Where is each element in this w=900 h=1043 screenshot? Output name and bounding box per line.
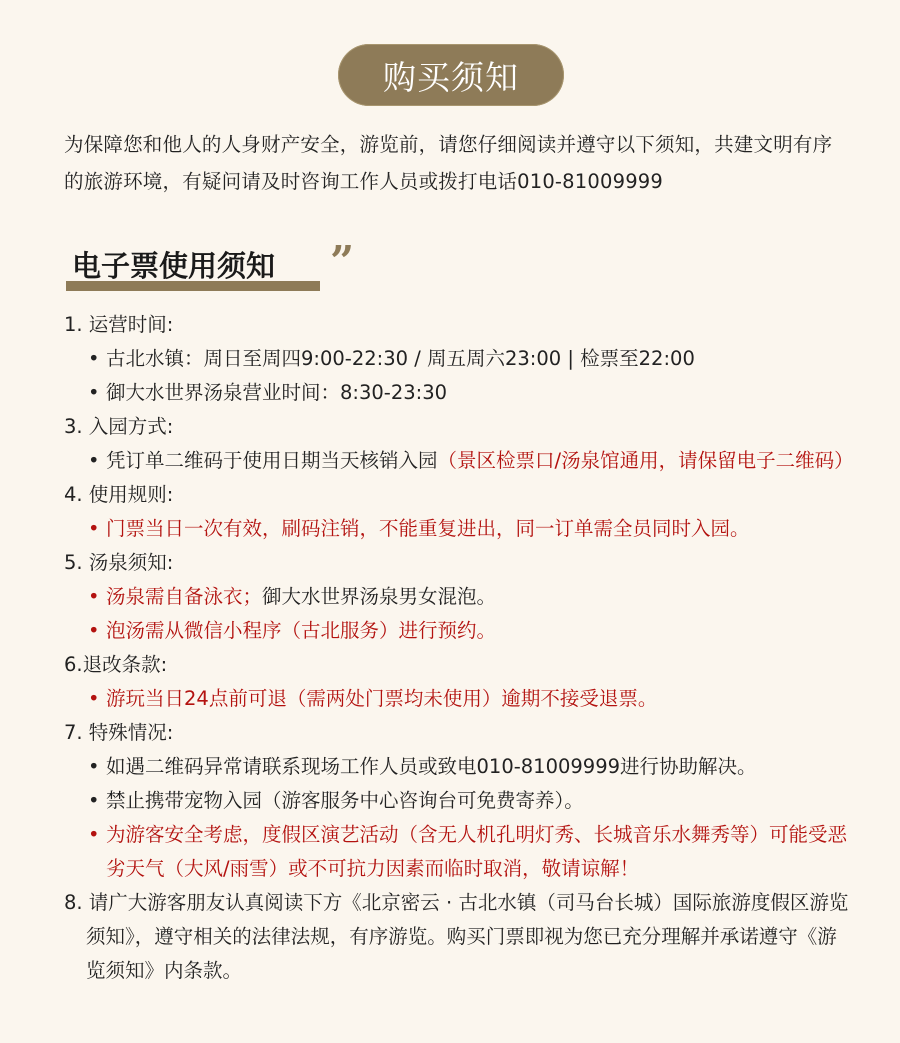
quote-mark-icon: ” [330,237,355,286]
rule-title: 8. 请广大游客朋友认真阅读下方《北京密云 · 古北水镇（司马台长城）国际旅游度假区游览须知》，遵守相关的法律法规，有序游览。购买门票即视为您已充分理解并承诺遵守《游览须知》内条款。 [64,891,849,982]
bullet-icon: • [88,619,100,642]
bullet-icon: • [88,755,100,778]
header-banner [338,44,564,106]
rule-item [64,784,854,818]
section-heading-text: 电子票使用须知 [72,249,276,283]
rule-title: 4. 使用规则: [64,483,174,506]
rule-item-text: 门票当日一次有效，刷码注销，不能重复进出，同一订单需全员同时入园。 [106,517,750,540]
rule-title: 1. 运营时间: [64,313,174,336]
rule-title: 7. 特殊情况: [64,721,174,744]
rule-block [64,308,854,410]
rule-title: 3. 入园方式: [64,415,174,438]
rule-block [64,716,854,886]
rule-item [64,580,854,614]
rule-block [64,886,854,988]
rule-item-text: 泡汤需从微信小程序（古北服务）进行预约。 [106,619,497,642]
rule-item-text: （景区检票口/汤泉馆通用，请保留电子二维码） [437,449,854,472]
rule-item-text: 凭订单二维码于使用日期当天核销入园 [106,449,438,472]
rule-block [64,546,854,648]
bullet-icon: • [88,381,100,404]
rule-item [64,342,854,376]
rule-item [64,818,854,886]
bullet-icon: • [88,347,100,370]
rule-item-text: 古北水镇：周日至周四9:00-22:30 / 周五周六23:00 | 检票至22:00 [106,347,695,370]
rule-item-text: 御大水世界汤泉男女混泡。 [262,585,497,608]
rule-item [64,682,854,716]
header-title: 购买须知 [383,57,519,97]
rule-item [64,512,854,546]
rule-item-text: 御大水世界汤泉营业时间：8:30-23:30 [106,381,448,404]
rule-title: 6.退改条款: [64,653,168,676]
rule-item-text: 游玩当日24点前可退（需两处门票均未使用）逾期不接受退票。 [106,687,658,710]
rule-item [64,614,854,648]
rule-item-text: 为游客安全考虑，度假区演艺活动（含无人机孔明灯秀、长城音乐水舞秀等）可能受恶劣天气（大风/雨雪）或不可抗力因素而临时取消，敬请谅解！ [106,823,848,880]
rule-item-text: 汤泉需自备泳衣； [106,585,263,608]
rule-item-text: 如遇二维码异常请联系现场工作人员或致电010-81009999进行协助解决。 [106,755,757,778]
rule-block [64,410,854,478]
section-heading [66,237,355,294]
rule-block [64,648,854,716]
rule-item-text: 禁止携带宠物入园（游客服务中心咨询台可免费寄养）。 [106,789,584,812]
rule-title: 5. 汤泉须知: [64,551,174,574]
bullet-icon: • [88,449,100,472]
rule-item [64,750,854,784]
rules-list [64,308,854,988]
rule-item [64,376,854,410]
bullet-icon: • [88,517,100,540]
bullet-icon: • [88,585,100,608]
bullet-icon: • [88,823,100,846]
bullet-icon: • [88,687,100,710]
rule-block [64,478,854,546]
bullet-icon: • [88,789,100,812]
rule-item [64,444,854,478]
intro-paragraph: 为保障您和他人的人身财产安全，游览前，请您仔细阅读并遵守以下须知，共建文明有序的旅游环境，有疑问请及时咨询工作人员或拨打电话010-81009999 [64,133,833,193]
